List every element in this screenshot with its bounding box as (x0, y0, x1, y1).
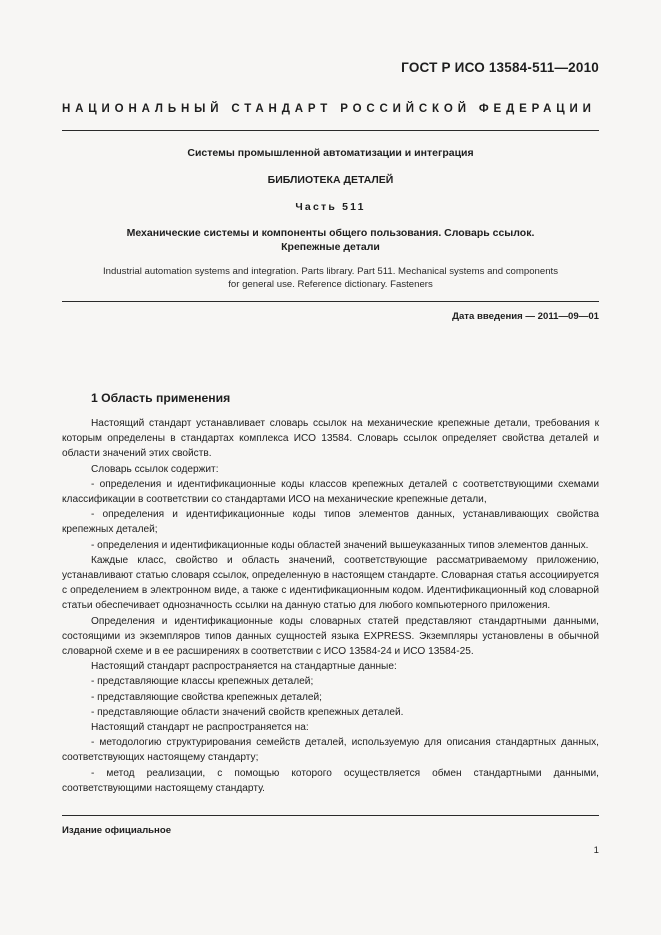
document-subtitle (62, 226, 599, 254)
english-title-line-2: for general use. Reference dictionary. Fasteners (228, 279, 433, 290)
series-title: Системы промышленной автоматизации и интеграция (187, 147, 474, 159)
footer-rule (62, 815, 599, 816)
paragraph: Настоящий стандарт не распространяется на: (91, 722, 309, 734)
list-item: - метод реализации, с помощью которого осуществляется обмен стандартными данными, соответствующими настоящему стандарту. (62, 767, 599, 794)
header-rule (62, 130, 599, 131)
title-rule (62, 301, 599, 302)
list-item: - определения и идентификационные коды типов элементов данных, устанавливающих свойства крепежных деталей; (62, 509, 599, 536)
list-item: - представляющие классы крепежных деталей; (91, 676, 314, 688)
introduction-date: Дата введения — 2011—09—01 (452, 311, 599, 322)
list-item: - методологию структурирования семейств деталей, используемую для описания стандартных данных, соответствующих настоящему стандарту; (62, 737, 599, 764)
list-item: - определения и идентификационные коды классов крепежных деталей с соответствующими схемами классификации в соответствии со стандартами ИСО на механические крепежные детали, (62, 478, 599, 506)
page-number: 1 (593, 845, 599, 856)
paragraph: Каждые класс, свойство и область значений, соответствующие рассматриваемому приложению, устанавливают статью словаря ссылок, определенную в настоящем стандарте. Словарная статья ассоциируется с определением в электронном виде, а также с идентификационным кодом. Идентификационный код словарной статьи обеспечивает однозначность ссылки на данную статью для любого компьютерного приложения. (62, 554, 599, 612)
national-standard-title: НАЦИОНАЛЬНЫЙ СТАНДАРТ РОССИЙСКОЙ ФЕДЕРАЦИИ (62, 103, 596, 115)
paragraph: Настоящий стандарт распространяется на стандартные данные: (91, 661, 397, 673)
english-title-line-1: Industrial automation systems and integration. Parts library. Part 511. Mechanical systems and components (102, 266, 559, 277)
subtitle-line-2: Крепежные детали (281, 241, 380, 253)
paragraph: Словарь ссылок содержит: (91, 463, 219, 475)
edition-label: Издание официальное (62, 825, 172, 836)
subtitle-line-1: Механические системы и компоненты общего пользования. Словарь ссылок. (126, 227, 535, 239)
list-item: - представляющие свойства крепежных деталей; (91, 691, 322, 703)
list-item: - определения и идентификационные коды областей значений вышеуказанных типов элементов данных. (91, 539, 589, 551)
section-heading: 1 Область применения (91, 391, 231, 405)
paragraph: Настоящий стандарт устанавливает словарь ссылок на механические крепежные детали, требования к которым определены в стандартах комплекса ИСО 13584. Словарь ссылок определяет свойства деталей и области значений этих свойств. (62, 418, 599, 460)
section-body (62, 416, 599, 796)
library-title: БИБЛИОТЕКА ДЕТАЛЕЙ (267, 174, 394, 186)
english-title (62, 265, 599, 291)
part-title: Часть 511 (295, 201, 366, 213)
list-item: - представляющие области значений свойств крепежных деталей. (91, 706, 404, 718)
paragraph: Определения и идентификационные коды словарных статей представляют стандартными данными, состоящими из экземпляров типов данных сущностей языка EXPRESS. Экземпляры установлены в обычной словарной схеме и в ее расширениях в соответствии с ИСО 13584-24 и ИСО 13584-25. (62, 615, 599, 658)
gost-code: ГОСТ Р ИСО 13584-511—2010 (401, 60, 599, 75)
